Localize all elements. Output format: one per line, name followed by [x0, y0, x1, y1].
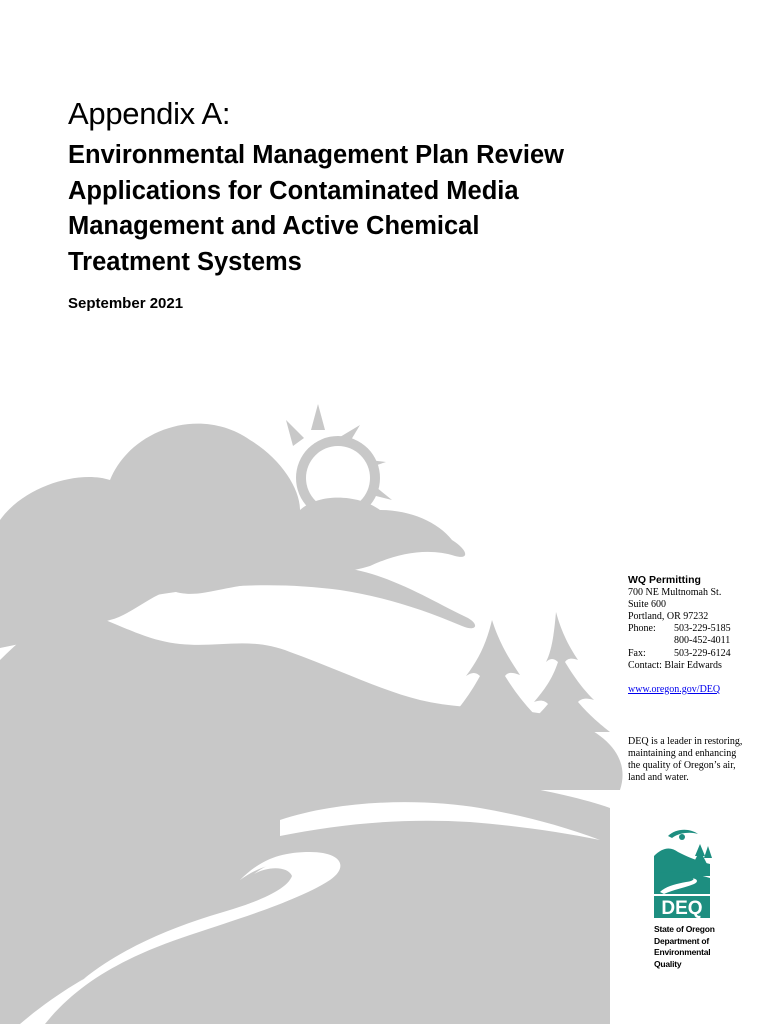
- phone-number: 503-229-5185: [674, 623, 731, 635]
- phone-label: Phone:: [628, 623, 656, 635]
- phone-row: [628, 623, 768, 635]
- agency-name-line: State of Oregon: [654, 924, 715, 934]
- wind-swoosh: [150, 562, 475, 629]
- title-line: Environmental Management Plan Review: [68, 141, 564, 169]
- title-line: Treatment Systems: [68, 247, 302, 276]
- department-name: WQ Permitting: [628, 574, 701, 586]
- deq-logo: [650, 826, 714, 920]
- publication-date: September 2021: [68, 295, 184, 312]
- title-line: Applications for Contaminated Media: [68, 176, 519, 205]
- fax-number: 503-229-6124: [674, 647, 731, 659]
- address-line: Suite 600: [628, 599, 667, 611]
- logo-abbr: DEQ: [661, 898, 703, 919]
- agency-name-line: Environmental: [654, 947, 711, 957]
- deq-logo-mark: [650, 826, 714, 920]
- agency-name: [654, 924, 715, 970]
- title-line: Management and Active Chemical: [68, 212, 480, 240]
- address-line: Portland, OR 97232: [628, 611, 709, 623]
- phone-alt-number: 800-452-4011: [674, 635, 731, 647]
- appendix-title: Appendix A:: [68, 96, 231, 131]
- fax-row: [628, 648, 768, 660]
- website-link[interactable]: www.oregon.gov/DEQ: [628, 683, 721, 695]
- fax-label: Fax:: [628, 647, 646, 659]
- contact-person: Contact: Blair Edwards: [628, 659, 722, 671]
- contact-block: [628, 574, 768, 696]
- agency-name-line: Department of: [654, 935, 710, 946]
- address-line: 700 NE Multnomah St.: [628, 587, 722, 599]
- document-title: [68, 138, 678, 280]
- agency-tagline: DEQ is a leader in restoring, maintaining and enhancing the quality of Oregon’s air, land and water.: [628, 736, 743, 784]
- agency-name-line: Quality: [654, 958, 682, 969]
